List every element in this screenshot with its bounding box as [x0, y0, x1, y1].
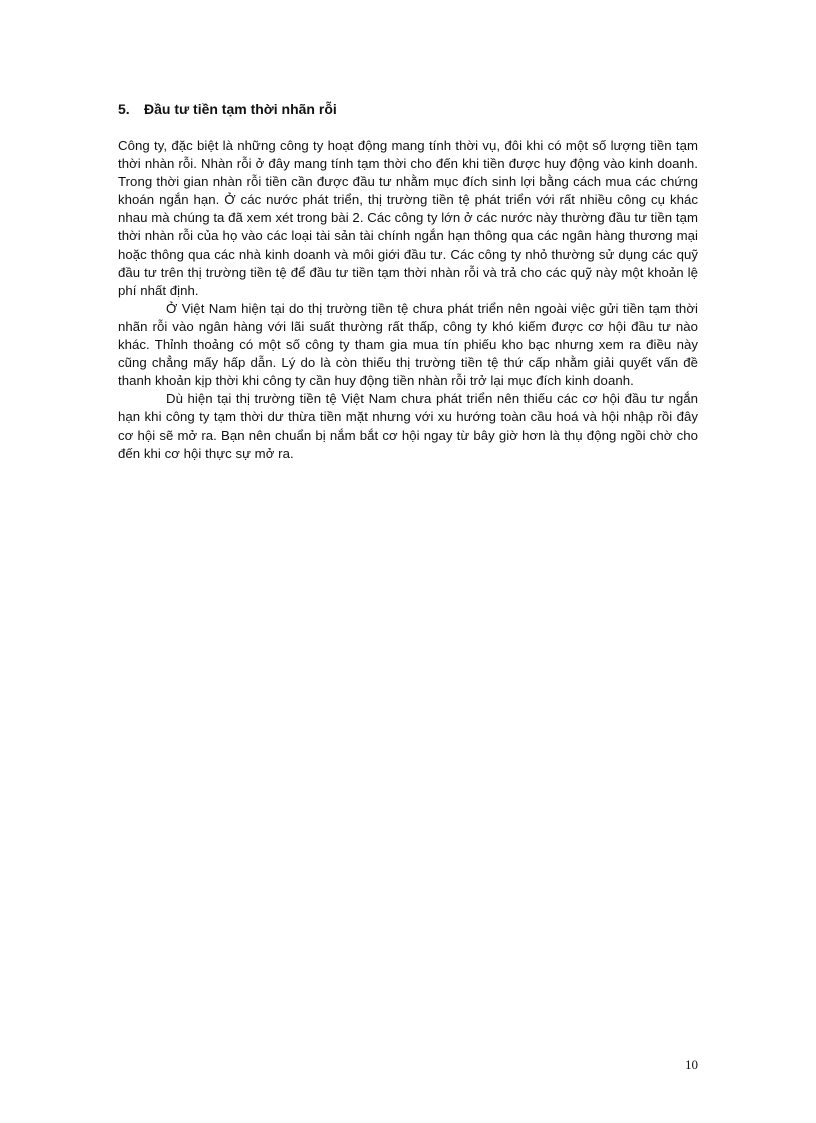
paragraph-1: Công ty, đặc biệt là những công ty hoạt động mang tính thời vụ, đôi khi có một số lượng tiền tạm thời nhàn rỗi. Nhàn rỗi ở đây mang tính tạm thời cho đến khi tiền được huy động vào kinh doanh. Trong thời gian nhàn rỗi tiền cần được đầu tư nhằm mục đích sinh lợi bằng cách mua các chứng khoán ngắn hạn. Ở các nước phát triển, thị trường tiền tệ phát triển với rất nhiều công cụ khác nhau mà chúng ta đã xem xét trong bài 2. Các công ty lớn ở các nước này thường đầu tư tiền tạm thời nhàn rỗi của họ vào các loại tài sản tài chính ngắn hạn thông qua các ngân hàng thương mại hoặc thông qua các nhà kinh doanh và môi giới đầu tư. Các công ty nhỏ thường sử dụng các quỹ đầu tư trên thị trường tiền tệ để đầu tư tiền tạm thời nhàn rỗi và trả cho các quỹ này một khoản lệ phí nhất định.: [118, 138, 698, 298]
section-body: [118, 137, 698, 463]
paragraph-3: Dù hiện tại thị trường tiền tệ Việt Nam chưa phát triển nên thiếu các cơ hội đầu tư ngắn hạn khi công ty tạm thời dư thừa tiền mặt nhưng với xu hướng toàn cầu hoá và hội nhập rồi đây cơ hội sẽ mở ra. Bạn nên chuẩn bị nắm bắt cơ hội ngay từ bây giờ hơn là thụ động ngồi chờ cho đến khi cơ hội thực sự mở ra.: [118, 391, 698, 461]
section-number: 5.: [118, 101, 130, 117]
section-title: Đầu tư tiền tạm thời nhãn rỗi: [144, 101, 337, 117]
page-number: 10: [685, 1057, 698, 1072]
paragraph-2: Ở Việt Nam hiện tại do thị trường tiền tệ chưa phát triển nên ngoài việc gửi tiền tạm thời nhãn rỗi vào ngân hàng với lãi suất thường rất thấp, công ty khó kiếm được cơ hội đầu tư nào khác. Thỉnh thoảng có một số công ty tham gia mua tín phiếu kho bạc nhưng xem ra điều này cũng chẳng mấy hấp dẫn. Lý do là còn thiếu thị trường tiền tệ thứ cấp nhằm giải quyết vấn đề thanh khoản kịp thời khi công ty cần huy động tiền nhàn rỗi trở lại mục đích kinh doanh.: [118, 300, 698, 389]
section-heading: [118, 100, 698, 118]
